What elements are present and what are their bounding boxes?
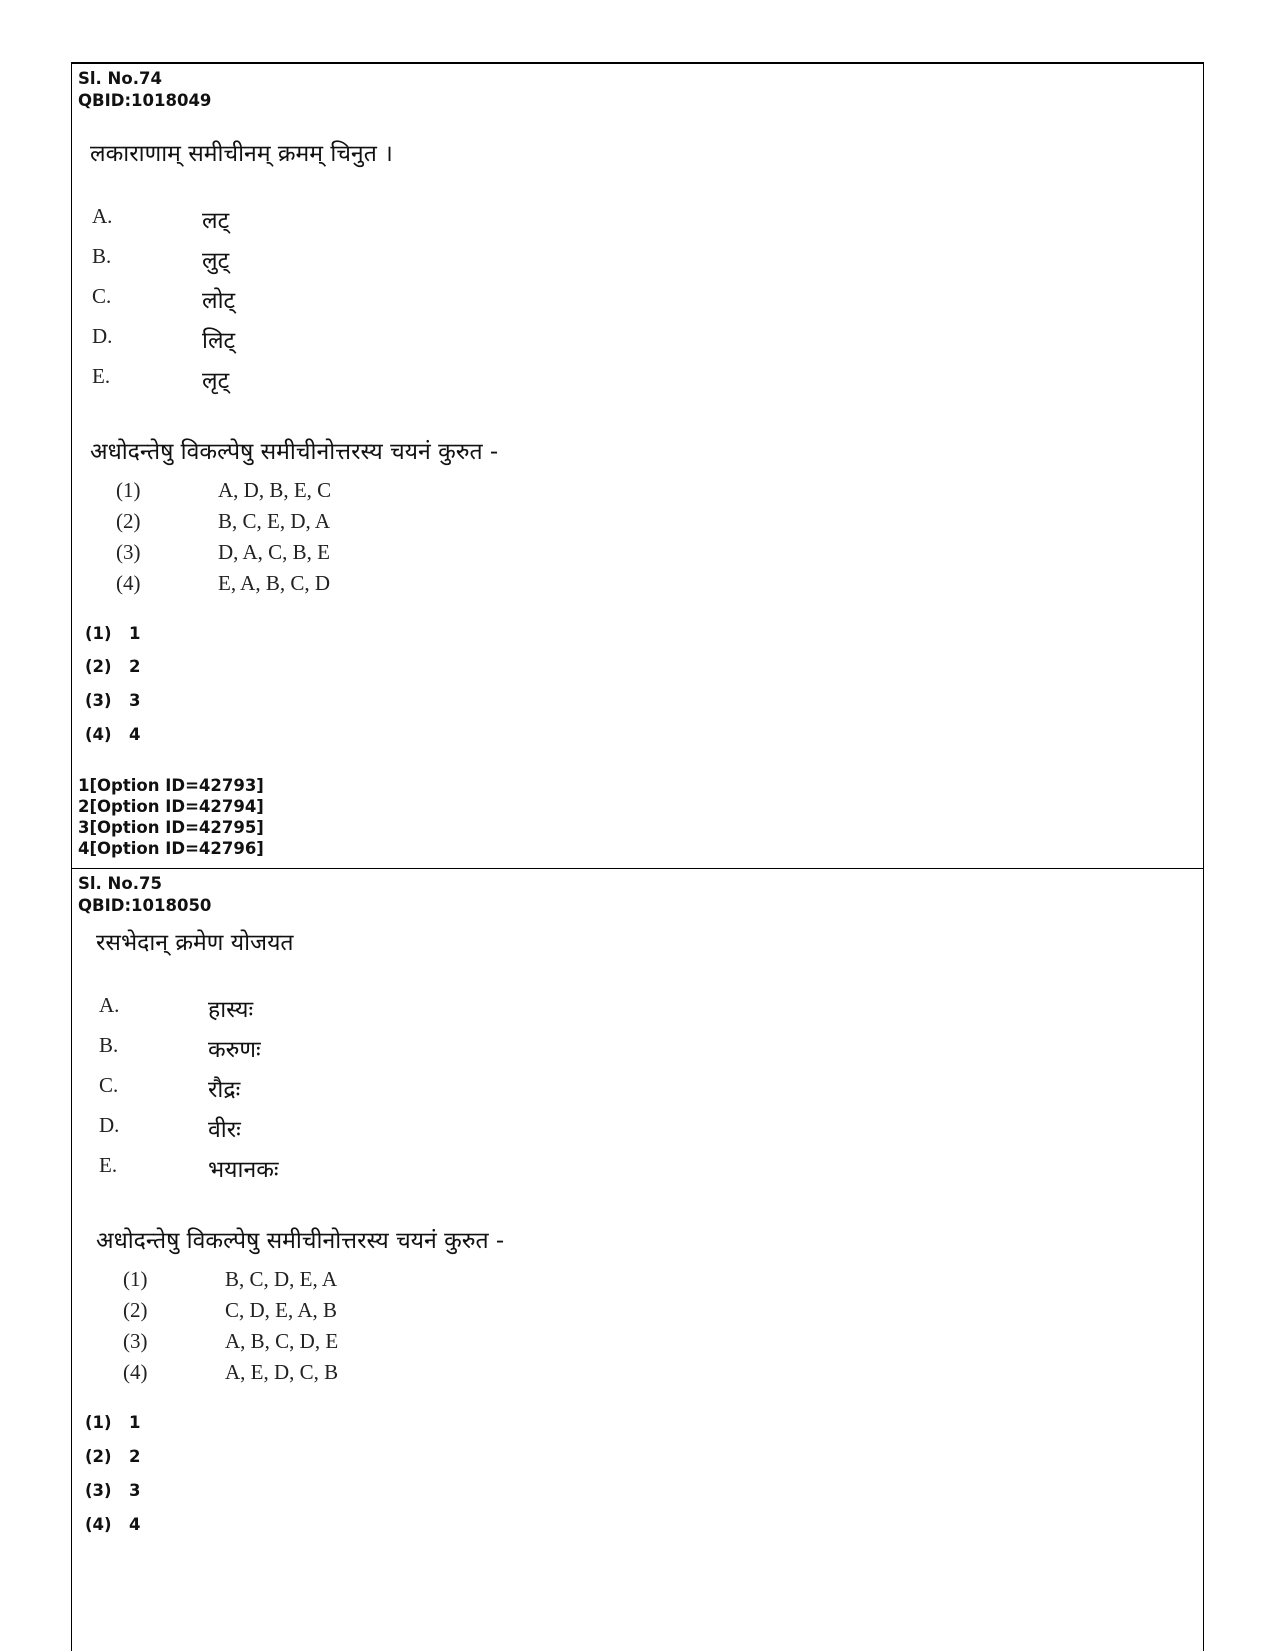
- answer-number: (4): [85, 725, 112, 744]
- item-label: A.: [92, 204, 113, 228]
- option-id: 2[Option ID=42794]: [78, 797, 264, 816]
- answer-option[interactable]: [85, 657, 140, 676]
- item-text: लुट्: [202, 248, 230, 274]
- answer-option[interactable]: [85, 1447, 140, 1466]
- item-text: लोट्: [202, 288, 236, 314]
- answer-option[interactable]: [85, 1515, 140, 1534]
- item-label: A.: [99, 993, 120, 1017]
- item-text: लृट्: [202, 368, 230, 394]
- answer-value: 1: [129, 1413, 141, 1432]
- item-text: लट्: [202, 208, 230, 234]
- option-id: 3[Option ID=42795]: [78, 818, 264, 837]
- answer-number: (3): [85, 1481, 112, 1500]
- answer-option[interactable]: [85, 725, 140, 744]
- answer-number: (4): [85, 1515, 112, 1534]
- item-text: वीरः: [208, 1117, 241, 1143]
- choice-text: A, D, B, E, C: [218, 478, 332, 502]
- answer-value: 4: [129, 725, 141, 744]
- item-label: B.: [92, 244, 112, 268]
- choice-number: (2): [123, 1298, 148, 1322]
- answer-value: 3: [129, 691, 141, 710]
- qbid: QBID:1018050: [78, 896, 212, 915]
- question-prompt: लकाराणाम् समीचीनम् क्रमम् चिनुत ।: [90, 141, 393, 167]
- item-label: E.: [92, 364, 111, 388]
- answer-number: (3): [85, 691, 112, 710]
- answer-number: (1): [85, 1413, 112, 1432]
- choice-text: B, C, E, D, A: [218, 509, 331, 533]
- answer-option[interactable]: [85, 691, 140, 710]
- choice-number: (2): [116, 509, 141, 533]
- question-divider: [71, 868, 1204, 869]
- item-label: E.: [99, 1153, 118, 1177]
- answer-number: (2): [85, 1447, 112, 1466]
- answer-value: 2: [129, 657, 141, 676]
- qbid: QBID:1018049: [78, 91, 212, 110]
- answer-value: 2: [129, 1447, 141, 1466]
- item-text: रौद्रः: [208, 1077, 241, 1103]
- item-text: भयानकः: [208, 1157, 279, 1183]
- answer-value: 3: [129, 1481, 141, 1500]
- instruction-text: अधोदन्तेषु विकल्पेषु समीचीनोत्तरस्य चयनं कुरुत -: [96, 1228, 505, 1254]
- answer-option[interactable]: [85, 1481, 140, 1500]
- item-label: C.: [99, 1073, 119, 1097]
- choice-text: C, D, E, A, B: [225, 1298, 338, 1322]
- answer-number: (1): [85, 624, 112, 643]
- item-label: B.: [99, 1033, 119, 1057]
- choice-text: A, E, D, C, B: [225, 1360, 339, 1384]
- choice-text: E, A, B, C, D: [218, 571, 331, 595]
- choice-number: (4): [116, 571, 141, 595]
- choice-number: (4): [123, 1360, 148, 1384]
- choice-text: D, A, C, B, E: [218, 540, 331, 564]
- choice-number: (1): [116, 478, 141, 502]
- option-id: 4[Option ID=42796]: [78, 839, 264, 858]
- instruction-text: अधोदन्तेषु विकल्पेषु समीचीनोत्तरस्य चयनं कुरुत -: [90, 439, 499, 465]
- answer-value: 1: [129, 624, 141, 643]
- answer-number: (2): [85, 657, 112, 676]
- choice-number: (1): [123, 1267, 148, 1291]
- question-prompt: रसभेदान् क्रमेण योजयत: [96, 930, 294, 956]
- item-label: D.: [99, 1113, 120, 1137]
- sl-no: Sl. No.75: [78, 874, 162, 893]
- choice-text: B, C, D, E, A: [225, 1267, 338, 1291]
- choice-number: (3): [123, 1329, 148, 1353]
- item-label: C.: [92, 284, 112, 308]
- item-label: D.: [92, 324, 113, 348]
- option-id: 1[Option ID=42793]: [78, 776, 264, 795]
- choice-number: (3): [116, 540, 141, 564]
- answer-value: 4: [129, 1515, 141, 1534]
- sl-no: Sl. No.74: [78, 69, 162, 88]
- choice-text: A, B, C, D, E: [225, 1329, 339, 1353]
- item-text: हास्यः: [208, 997, 254, 1023]
- item-text: लिट्: [202, 328, 236, 354]
- answer-option[interactable]: [85, 1413, 140, 1432]
- answer-option[interactable]: [85, 624, 140, 643]
- item-text: करुणः: [208, 1037, 261, 1063]
